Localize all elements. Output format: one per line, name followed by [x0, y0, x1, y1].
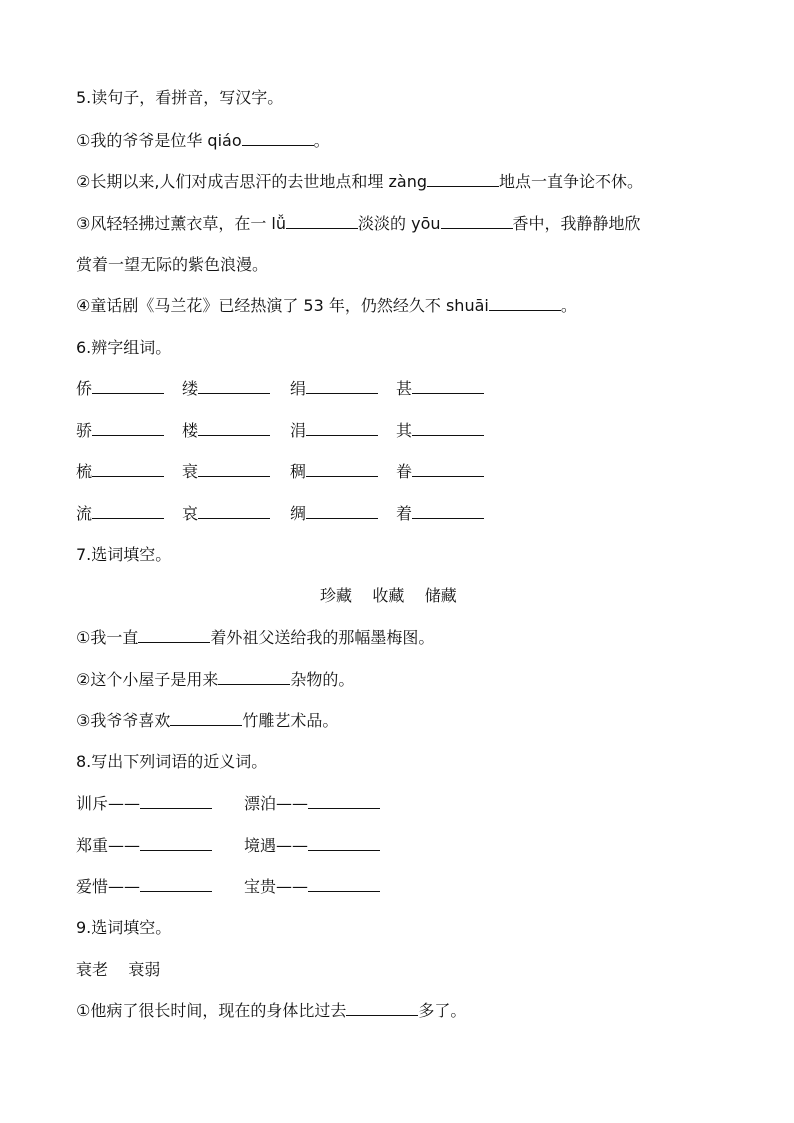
answer-blank[interactable] [198, 462, 270, 477]
q7-title: 7.选词填空。 [76, 545, 172, 564]
q6-char: 骄 [76, 421, 93, 440]
q5-sentence-3-cont: 赏着一望无际的紫色浪漫。 [76, 255, 269, 274]
q9-title: 9.选词填空。 [76, 918, 172, 937]
q6-title: 6.辨字组词。 [76, 338, 172, 357]
q8-cell [244, 794, 380, 814]
q8-cell [244, 877, 380, 897]
q7-s2-end: 杂物的。 [290, 670, 355, 689]
q8-word: 郑重—— [76, 836, 141, 855]
answer-blank[interactable] [286, 214, 358, 229]
q6-cell [76, 462, 164, 482]
answer-blank[interactable] [170, 711, 242, 726]
q5-s1-end: 。 [313, 131, 330, 150]
q6-cell [290, 504, 378, 524]
q9-sentence-1 [76, 1001, 466, 1021]
q6-cell [182, 504, 270, 524]
q5-s2-end: 地点一直争论不休。 [499, 172, 644, 191]
q6-char: 甚 [396, 379, 413, 398]
q7-s1-text: ①我一直 [76, 628, 139, 647]
answer-blank[interactable] [198, 379, 270, 394]
answer-blank[interactable] [218, 670, 290, 685]
q7-s1-end: 着外祖父送给我的那幅墨梅图。 [210, 628, 435, 647]
q6-char: 其 [396, 421, 413, 440]
answer-blank[interactable] [306, 504, 378, 519]
answer-blank[interactable] [441, 214, 513, 229]
q6-cell [76, 504, 164, 524]
q7-word-options: 珍藏 收藏 储藏 [320, 586, 457, 605]
q6-cell [396, 421, 484, 441]
q6-char: 绸 [290, 504, 307, 523]
answer-blank[interactable] [92, 379, 164, 394]
answer-blank[interactable] [140, 794, 212, 809]
q6-char: 流 [76, 504, 93, 523]
answer-blank[interactable] [198, 504, 270, 519]
q5-s3-end: 香中，我静静地欣 [512, 214, 641, 233]
q7-sentence-1 [76, 628, 434, 648]
q8-word: 境遇—— [244, 836, 309, 855]
q8-title: 8.写出下列词语的近义词。 [76, 752, 268, 771]
answer-blank[interactable] [198, 421, 270, 436]
answer-blank[interactable] [412, 379, 484, 394]
answer-blank[interactable] [92, 462, 164, 477]
q6-cell [76, 379, 164, 399]
q8-word: 漂泊—— [244, 794, 309, 813]
q6-char: 梳 [76, 462, 93, 481]
q9-s1-end: 多了。 [418, 1001, 467, 1020]
q7-sentence-2 [76, 670, 354, 690]
answer-blank[interactable] [306, 462, 378, 477]
q6-char: 哀 [182, 504, 199, 523]
q6-char: 涓 [290, 421, 307, 440]
q7-s3-text: ③我爷爷喜欢 [76, 711, 171, 730]
q6-cell [396, 504, 484, 524]
q9-word-options: 衰老 衰弱 [76, 960, 161, 979]
answer-blank[interactable] [306, 379, 378, 394]
q8-word: 宝贵—— [244, 877, 309, 896]
q9-s1-text: ①他病了很长时间，现在的身体比过去 [76, 1001, 347, 1020]
q6-cell [182, 462, 270, 482]
q6-cell [396, 462, 484, 482]
answer-blank[interactable] [138, 628, 210, 643]
answer-blank[interactable] [308, 836, 380, 851]
q5-sentence-1 [76, 131, 330, 151]
q7-s2-text: ②这个小屋子是用来 [76, 670, 219, 689]
q8-word: 训斥—— [76, 794, 141, 813]
answer-blank[interactable] [489, 296, 561, 311]
q6-char: 绢 [290, 379, 307, 398]
q6-cell [290, 421, 378, 441]
answer-blank[interactable] [427, 172, 499, 187]
q6-cell [396, 379, 484, 399]
q8-cell [76, 794, 212, 814]
q8-cell [76, 836, 212, 856]
q5-sentence-2 [76, 172, 643, 192]
q7-sentence-3 [76, 711, 338, 731]
q6-char: 着 [396, 504, 413, 523]
answer-blank[interactable] [306, 421, 378, 436]
answer-blank[interactable] [140, 836, 212, 851]
q5-sentence-4 [76, 296, 577, 316]
answer-blank[interactable] [92, 504, 164, 519]
q5-s3-mid: 淡淡的 yōu [358, 214, 441, 233]
q8-cell [244, 836, 380, 856]
q8-word: 爱惜—— [76, 877, 141, 896]
q8-cell [76, 877, 212, 897]
answer-blank[interactable] [346, 1001, 418, 1016]
q6-char: 眷 [396, 462, 413, 481]
answer-blank[interactable] [308, 877, 380, 892]
q6-char: 稠 [290, 462, 307, 481]
answer-blank[interactable] [412, 504, 484, 519]
q5-s1-text: ①我的爷爷是位华 qiáo [76, 131, 242, 150]
q7-s3-end: 竹雕艺术品。 [242, 711, 339, 730]
answer-blank[interactable] [92, 421, 164, 436]
answer-blank[interactable] [308, 794, 380, 809]
q5-s4-text: ④童话剧《马兰花》已经热演了 53 年，仍然经久不 shuāi [76, 296, 489, 315]
answer-blank[interactable] [412, 421, 484, 436]
q5-title: 5.读句子，看拼音，写汉字。 [76, 88, 284, 107]
q5-s3-text: ③风轻轻拂过薰衣草，在一 lǚ [76, 214, 287, 233]
answer-blank[interactable] [140, 877, 212, 892]
q6-cell [290, 379, 378, 399]
answer-blank[interactable] [242, 131, 314, 146]
q6-cell [290, 462, 378, 482]
q5-sentence-3 [76, 214, 641, 234]
q6-char: 缕 [182, 379, 199, 398]
q6-cell [182, 379, 270, 399]
q6-char: 侨 [76, 379, 93, 398]
q6-cell [182, 421, 270, 441]
q6-char: 衰 [182, 462, 199, 481]
q5-s4-end: 。 [560, 296, 577, 315]
answer-blank[interactable] [412, 462, 484, 477]
q6-cell [76, 421, 164, 441]
q5-s2-text: ②长期以来,人们对成吉思汗的去世地点和埋 zàng [76, 172, 428, 191]
q6-char: 楼 [182, 421, 199, 440]
